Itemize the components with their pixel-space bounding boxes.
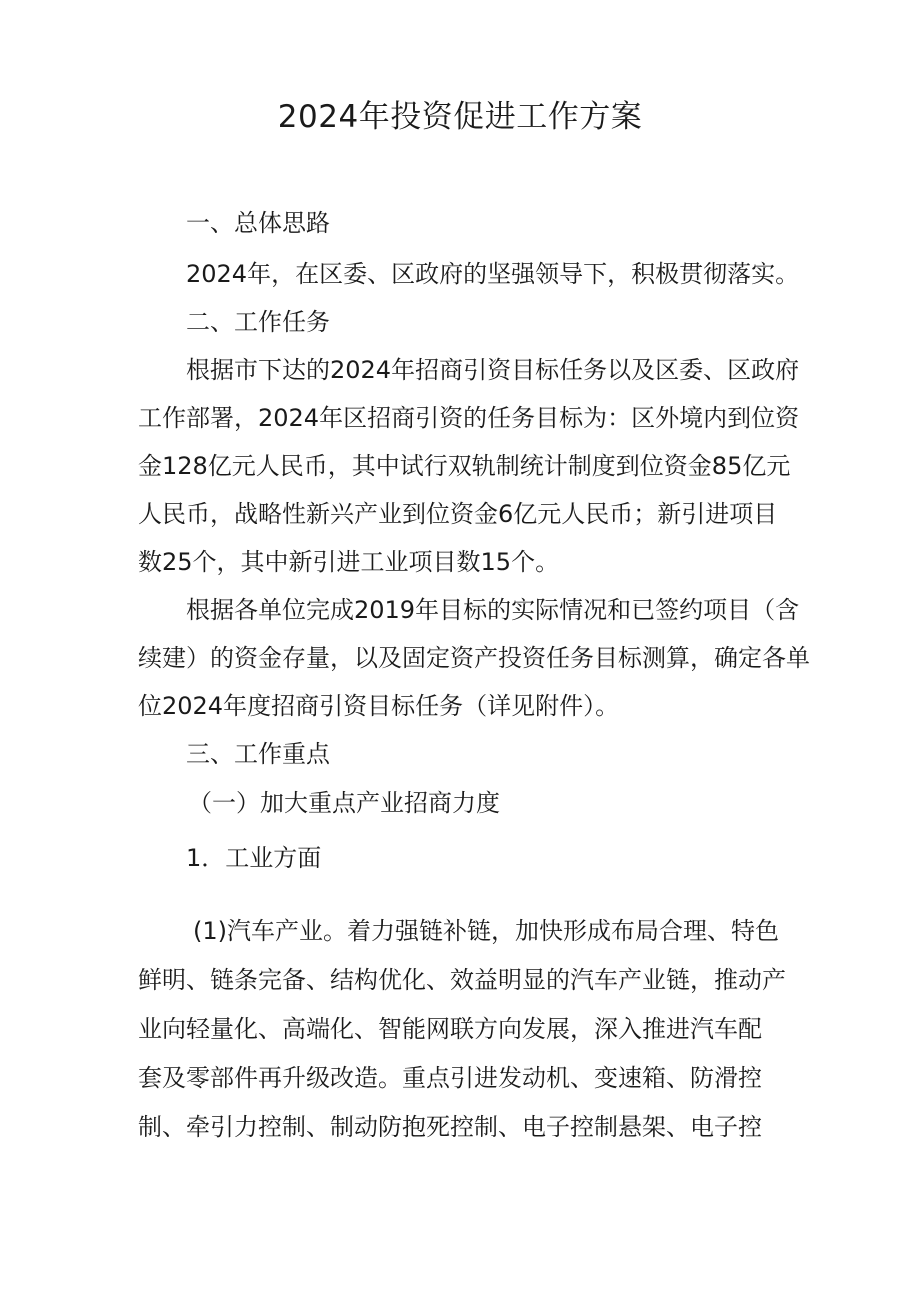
paragraph-auto-line: (1)汽车产业。着力强链补链，加快形成布局合理、特色 <box>193 917 779 945</box>
paragraph-tasks-line: 数25个，其中新引进工业项目数15个。 <box>138 548 560 576</box>
section-heading-focus: 三、工作重点 <box>186 740 330 768</box>
paragraph-allocation-line: 根据各单位完成2019年目标的实际情况和已签约项目（含 <box>186 596 800 624</box>
section-heading-overall: 一、总体思路 <box>186 209 330 237</box>
paragraph-tasks-line: 金128亿元人民币，其中试行双轨制统计制度到位资金85亿元 <box>138 452 791 480</box>
paragraph-auto-line: 鲜明、链条完备、结构优化、效益明显的汽车产业链，推动产 <box>138 966 786 994</box>
paragraph-allocation-line: 位2024年度招商引资目标任务（详见附件）。 <box>138 692 620 720</box>
subsection-heading-industry: （一）加大重点产业招商力度 <box>188 789 500 817</box>
paragraph-allocation-line: 续建）的资金存量，以及固定资产投资任务目标测算，确定各单 <box>138 644 810 672</box>
paragraph-auto-line: 制、牵引力控制、制动防抱死控制、电子控制悬架、电子控 <box>138 1113 762 1141</box>
paragraph-tasks-line: 人民币，战略性新兴产业到位资金6亿元人民币；新引进项目 <box>138 500 778 528</box>
paragraph-tasks-line: 工作部署，2024年区招商引资的任务目标为：区外境内到位资 <box>138 404 800 432</box>
subsection-item-industrial: 1．工业方面 <box>186 844 322 872</box>
section-heading-tasks: 二、工作任务 <box>186 308 330 336</box>
paragraph-auto-line: 业向轻量化、高端化、智能网联方向发展，深入推进汽车配 <box>138 1015 762 1043</box>
document-title: 2024年投资促进工作方案 <box>277 99 643 135</box>
paragraph-tasks-line: 根据市下达的2024年招商引资目标任务以及区委、区政府 <box>186 356 800 384</box>
paragraph-overall: 2024年，在区委、区政府的坚强领导下，积极贯彻落实。 <box>186 260 800 288</box>
paragraph-auto-line: 套及零部件再升级改造。重点引进发动机、变速箱、防滑控 <box>138 1064 762 1092</box>
